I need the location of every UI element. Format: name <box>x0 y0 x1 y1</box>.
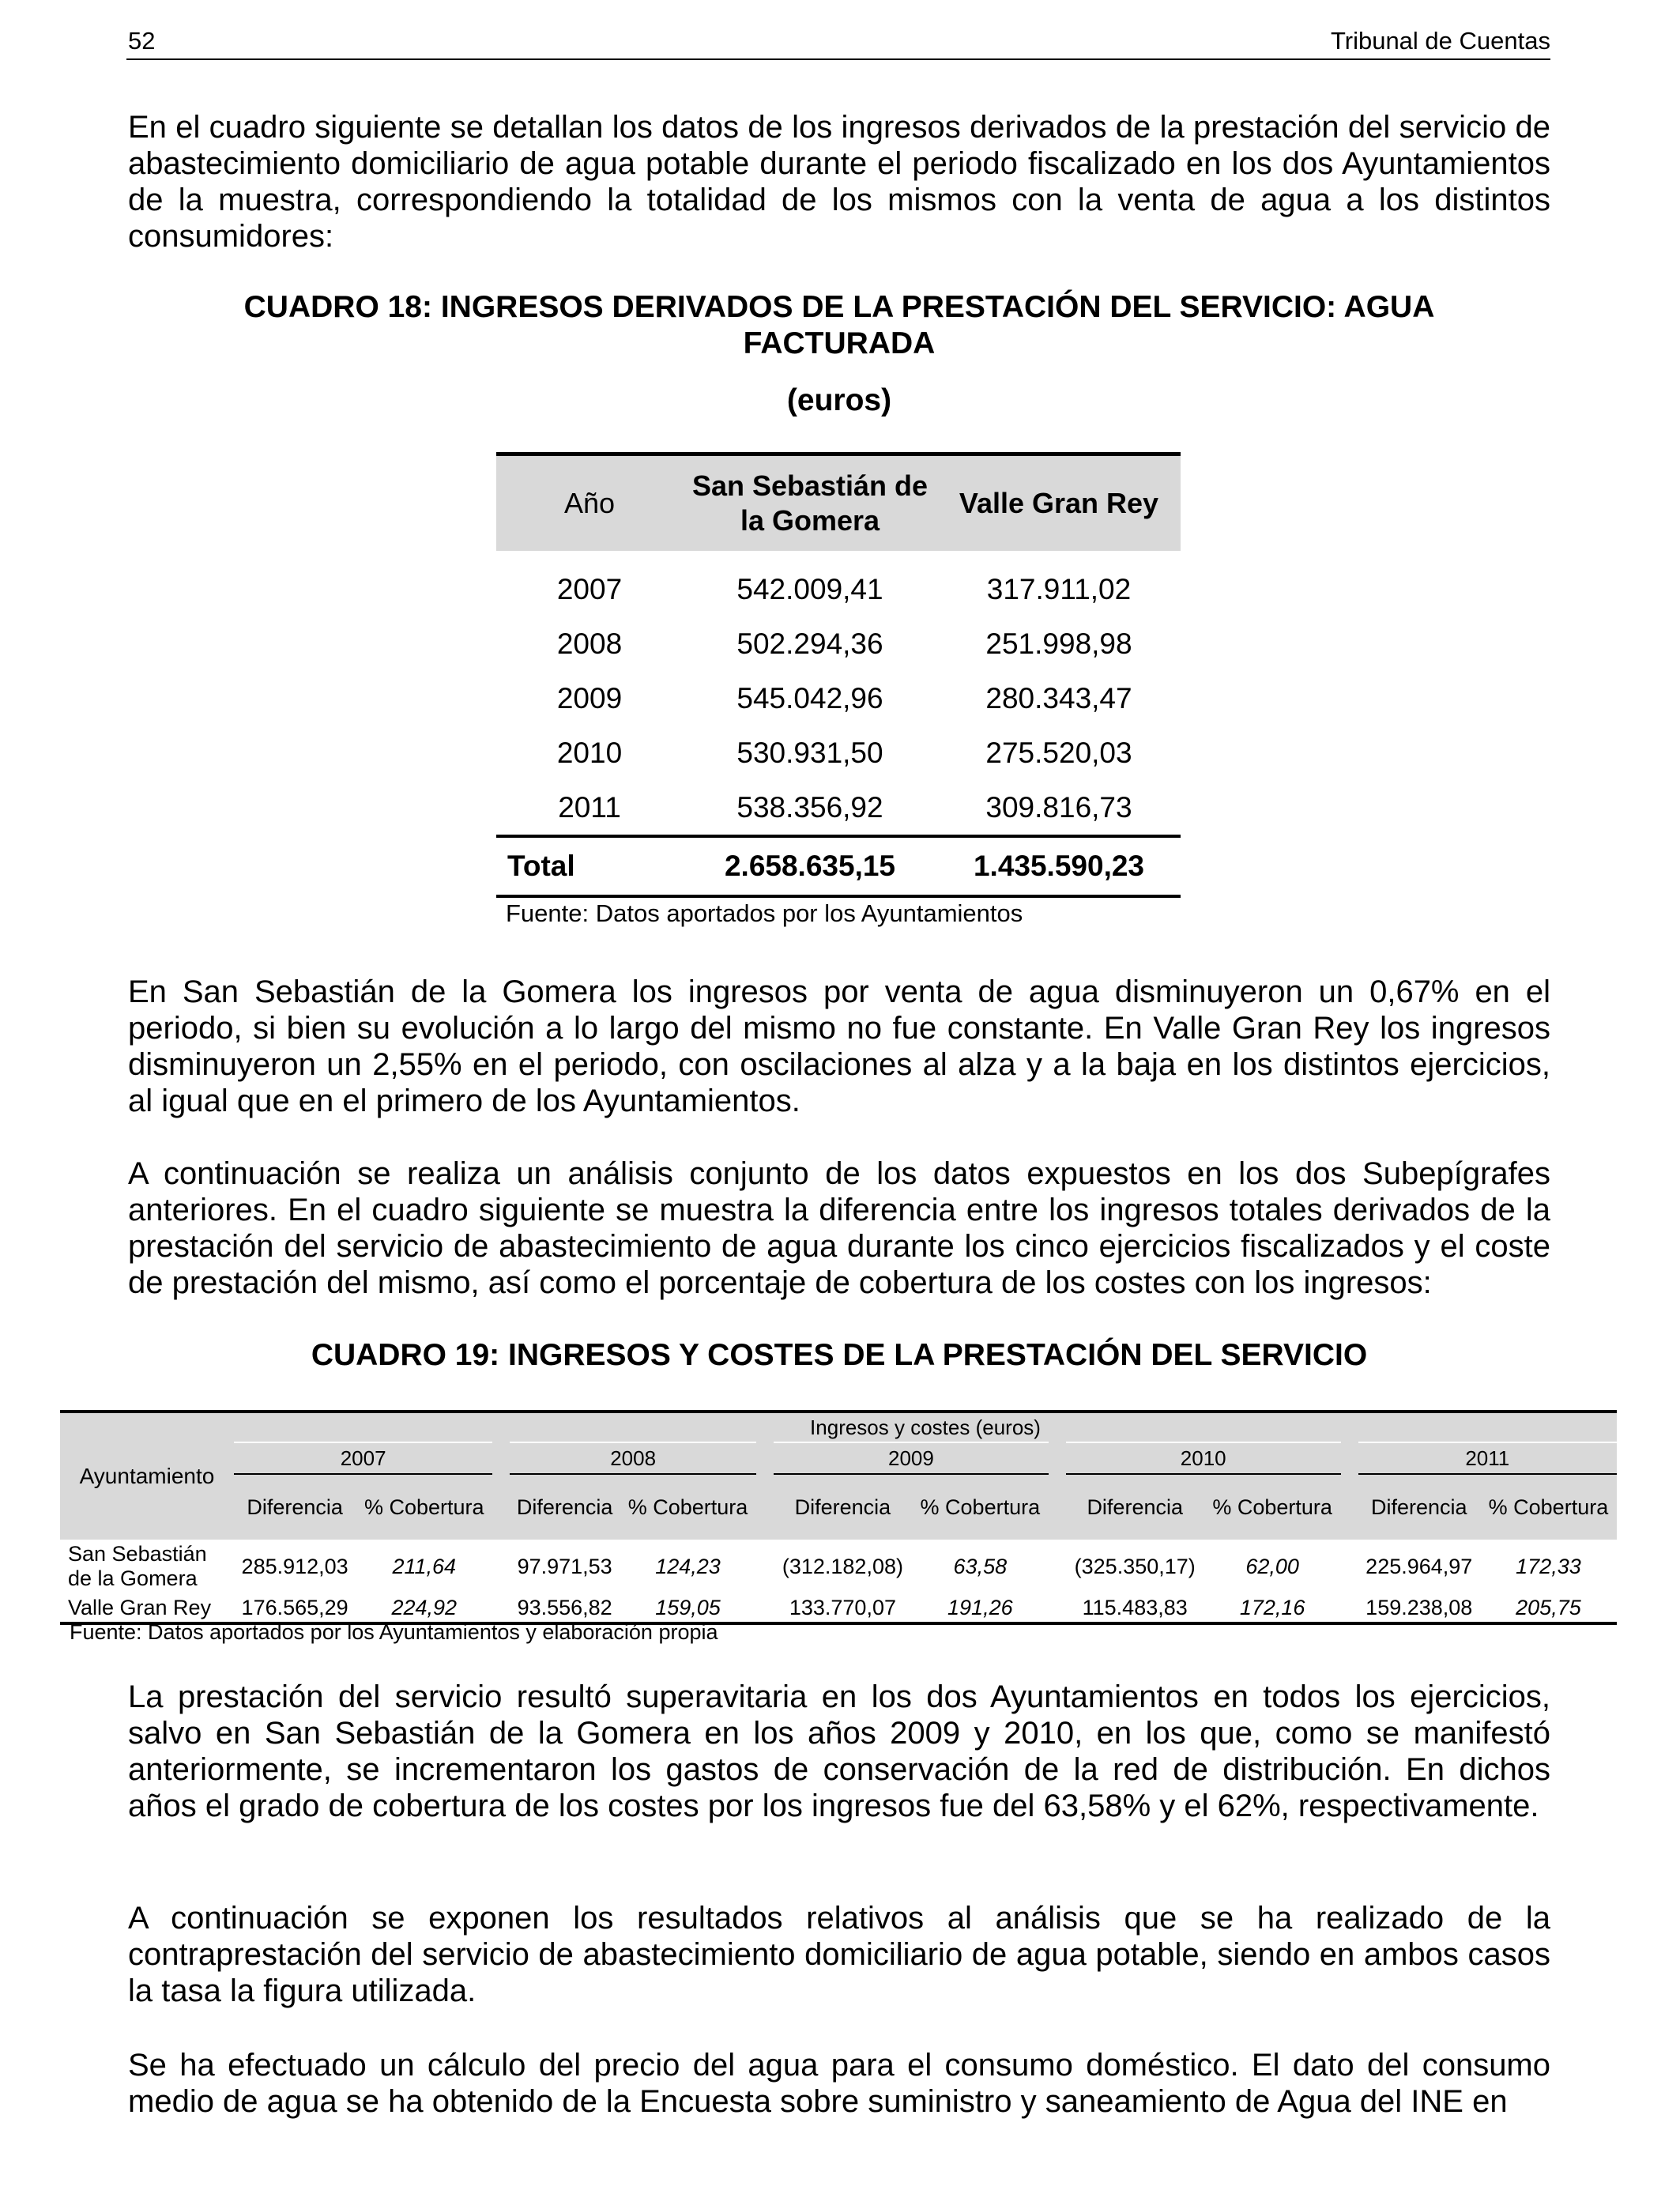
header-org: Tribunal de Cuentas <box>1330 27 1550 55</box>
cell-diferencia: 285.912,03 <box>241 1554 348 1578</box>
cell-san-sebastian: 542.009,41 <box>736 572 883 605</box>
cell-valle-gran-rey: 317.911,02 <box>986 572 1132 605</box>
cell-cobertura: 124,23 <box>655 1554 721 1578</box>
cell-cobertura: 224,92 <box>356 1593 492 1623</box>
paragraph-precio: Se ha efectuado un cálculo del precio del agua para el consumo doméstico. El dato del consumo medio de agua se ha obtenido de la Encuesta sobre suministro y saneamiento de Agua del INE en <box>128 2048 1550 2119</box>
cuadro18-title <box>128 289 1550 362</box>
sub-header-cobertura: % Cobertura <box>912 1474 1049 1540</box>
cell-cobertura: 172,16 <box>1204 1593 1341 1623</box>
ayuntamiento-name: Valle Gran Rey <box>60 1593 234 1623</box>
cell-cobertura: 63,58 <box>953 1554 1008 1578</box>
cuadro19-source: Fuente: Datos aportados por los Ayuntamientos y elaboración propia <box>70 1620 718 1644</box>
ayuntamiento-name: San Sebastián de la Gomera <box>68 1542 207 1590</box>
cell-diferencia: 97.971,53 <box>517 1554 612 1578</box>
paragraph-analysis-18: En San Sebastián de la Gomera los ingresos por venta de agua disminuyeron un 0,67% en el periodo, si bien su evolución a lo largo del mismo no fue constante. En Valle Gran Rey los ingresos disminuyeron un 2,55% en el periodo, con oscilaciones al alza y a la baja en los distintos ejercicios, al igual que en el primero de los Ayuntamientos. <box>128 974 1550 1118</box>
col-header-san-sebastian: San Sebastián de la Gomera <box>683 454 937 552</box>
sub-header-cobertura: % Cobertura <box>620 1474 756 1540</box>
sub-header-diferencia: Diferencia <box>1358 1474 1480 1540</box>
col-header-year: Año <box>496 454 683 552</box>
total-valle-gran-rey: 1.435.590,23 <box>937 836 1181 896</box>
year-header: 2008 <box>510 1442 756 1474</box>
sub-header-cobertura: % Cobertura <box>1204 1474 1341 1540</box>
cell-diferencia: (325.350,17) <box>1074 1554 1196 1578</box>
cell-diferencia: 225.964,97 <box>1365 1554 1473 1578</box>
paragraph-conclusion: La prestación del servicio resultó superavitaria en los dos Ayuntamientos en todos los ejercicios, salvo en San Sebastián de la Gomera en los años 2009 y 2010, en los que, como se manifestó anteriormente, se incrementaron los gastos de conservación de la red de distribución. En dichos años el grado de cobertura de los costes por los ingresos fue del 63,58% y el 62%, respectivamente. <box>128 1679 1550 1823</box>
cell-year: 2008 <box>556 627 623 660</box>
table-row <box>60 1593 1617 1623</box>
cell-san-sebastian: 545.042,96 <box>736 681 883 714</box>
col-header-valle-gran-rey: Valle Gran Rey <box>937 454 1181 552</box>
cell-cobertura: 172,33 <box>1516 1554 1581 1578</box>
total-label: Total <box>496 836 683 896</box>
cell-diferencia: 159.238,08 <box>1358 1593 1480 1623</box>
total-row <box>496 836 1181 896</box>
table-row <box>496 780 1181 836</box>
cuadro18-table <box>496 452 1181 898</box>
cell-cobertura: 62,00 <box>1245 1554 1299 1578</box>
table-row <box>496 671 1181 726</box>
cuadro19-table <box>60 1410 1617 1625</box>
cell-diferencia: (312.182,08) <box>782 1554 903 1578</box>
paragraph-intro-19: A continuación se realiza un análisis conjunto de los datos expuestos en los dos Subepígrafes anteriores. En el cuadro siguiente se muestra la diferencia entre los ingresos totales derivados de la prestación del servicio de abastecimiento de agua durante los cinco ejercicios fiscalizados y el coste de prestación del mismo, así como el porcentaje de cobertura de los costes con los ingresos: <box>128 1156 1550 1300</box>
cuadro18-source: Fuente: Datos aportados por los Ayuntamientos <box>506 899 1023 927</box>
cell-year: 2011 <box>558 790 621 824</box>
cell-valle-gran-rey: 309.816,73 <box>985 790 1132 824</box>
cell-cobertura: 205,75 <box>1480 1593 1617 1623</box>
page-number: 52 <box>128 27 156 55</box>
table-row <box>496 616 1181 671</box>
sub-header-diferencia: Diferencia <box>774 1474 912 1540</box>
cell-valle-gran-rey: 275.520,03 <box>985 736 1132 769</box>
cuadro18-title-line1: CUADRO 18: INGRESOS DERIVADOS DE LA PRESTACIÓN DEL SERVICIO: AGUA <box>243 290 1435 324</box>
page-header <box>126 27 1550 60</box>
sub-header-diferencia: Diferencia <box>234 1474 356 1540</box>
cell-year: 2010 <box>556 736 623 769</box>
cell-year: 2007 <box>556 572 623 605</box>
cell-diferencia: 176.565,29 <box>234 1593 356 1623</box>
table-row <box>60 1540 1617 1593</box>
paragraph-intro: En el cuadro siguiente se detallan los datos de los ingresos derivados de la prestación del servicio de abastecimiento domiciliario de agua potable durante el periodo fiscalizado en los dos Ayuntamientos de la muestra, correspondiendo la totalidad de los mismos con la venta de agua a los distintos consumidores: <box>128 110 1550 254</box>
table-row <box>496 726 1181 780</box>
total-san-sebastian: 2.658.635,15 <box>683 836 937 896</box>
group-header: Ingresos y costes (euros) <box>234 1412 1617 1442</box>
cuadro18-unit: (euros) <box>786 383 892 417</box>
paragraph-contraprestacion: A continuación se exponen los resultados relativos al análisis que se ha realizado de la contraprestación del servicio de abastecimiento domiciliario de agua potable, siendo en ambos casos la tasa la figura utilizada. <box>128 1901 1550 2008</box>
cell-cobertura: 191,26 <box>912 1593 1049 1623</box>
cuadro18-title-line2: FACTURADA <box>743 326 936 360</box>
cell-cobertura: 211,64 <box>392 1554 457 1578</box>
year-header: 2011 <box>1358 1442 1617 1474</box>
sub-header-diferencia: Diferencia <box>510 1474 620 1540</box>
cell-san-sebastian: 538.356,92 <box>736 790 883 824</box>
cuadro19-title: CUADRO 19: INGRESOS Y COSTES DE LA PRESTACIÓN DEL SERVICIO <box>311 1338 1368 1372</box>
cell-valle-gran-rey: 280.343,47 <box>985 681 1132 714</box>
year-header: 2009 <box>774 1442 1049 1474</box>
sub-header-diferencia: Diferencia <box>1066 1474 1204 1540</box>
col-header-ayuntamiento: Ayuntamiento <box>60 1412 234 1540</box>
cell-valle-gran-rey: 251.998,98 <box>985 627 1132 660</box>
cell-diferencia: 93.556,82 <box>510 1593 620 1623</box>
cell-diferencia: 133.770,07 <box>774 1593 912 1623</box>
year-header: 2010 <box>1066 1442 1341 1474</box>
sub-header-cobertura: % Cobertura <box>1480 1474 1617 1540</box>
cell-diferencia: 115.483,83 <box>1066 1593 1204 1623</box>
cell-san-sebastian: 502.294,36 <box>736 627 883 660</box>
cell-san-sebastian: 530.931,50 <box>736 736 883 769</box>
cell-cobertura: 159,05 <box>620 1593 756 1623</box>
sub-header-cobertura: % Cobertura <box>356 1474 492 1540</box>
cell-year: 2009 <box>556 681 623 714</box>
table-row <box>496 551 1181 616</box>
year-header: 2007 <box>234 1442 492 1474</box>
